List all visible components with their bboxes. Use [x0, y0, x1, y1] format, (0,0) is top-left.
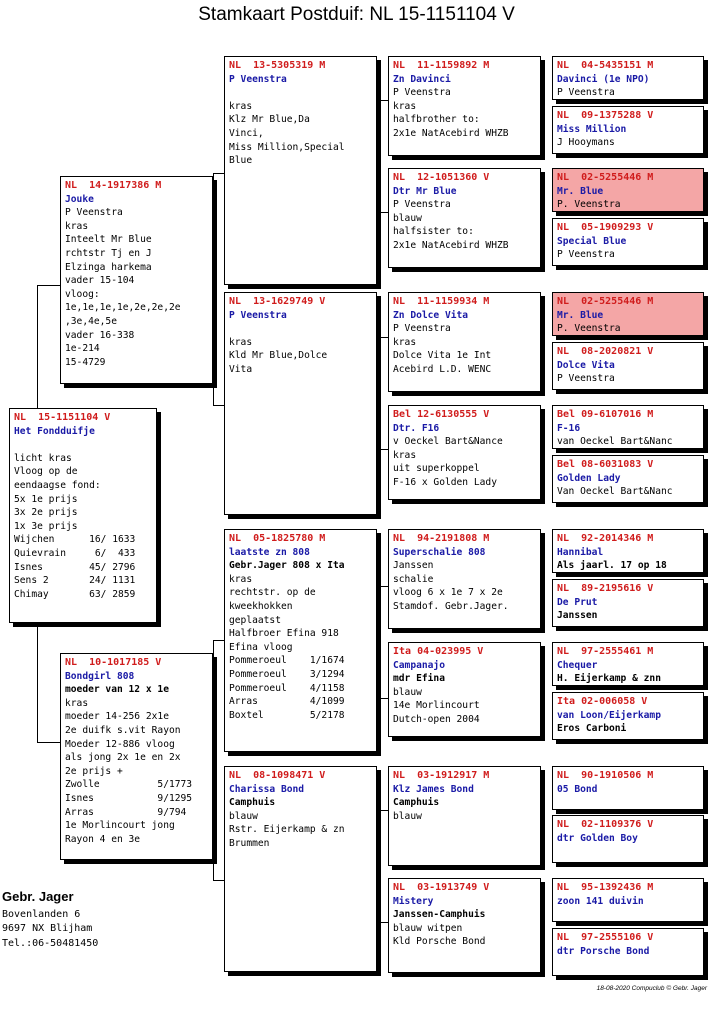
ring-number: Bel 12-6130555 V — [393, 409, 490, 420]
info-line: 14e Morlincourt — [393, 700, 480, 712]
ring-number: NL 14-1917386 M — [65, 180, 162, 191]
info-line: Janssen — [557, 610, 598, 622]
pigeon-card-mf[interactable] — [224, 529, 377, 752]
info-line: Halfbroer Efina 918 — [229, 628, 339, 640]
ring-number: NL 02-5255446 M — [557, 172, 654, 183]
info-line: Moeder 12-886 vloog — [65, 738, 175, 750]
info-line: Kld Porsche Bond — [393, 936, 486, 948]
pigeon-card-g10[interactable] — [552, 579, 704, 627]
pigeon-name: Dtr Mr Blue — [393, 185, 457, 197]
pigeon-card-g12[interactable] — [552, 692, 704, 740]
connector — [379, 337, 380, 449]
info-line: Janssen-Camphuis — [393, 909, 486, 921]
info-line: v Oeckel Bart&Nance — [393, 436, 503, 448]
info-line: kras — [65, 220, 89, 232]
info-line: Acebird L.D. WENC — [393, 363, 492, 375]
info-line: 15-4729 — [65, 356, 106, 368]
ring-number: Bel 08-6031083 V — [557, 459, 654, 470]
info-line: Als jaarl. 17 op 18 — [557, 560, 667, 572]
page-title: Stamkaart Postduif: NL 15-1151104 V — [198, 4, 515, 25]
pigeon-name: Jouke — [65, 193, 94, 205]
info-line: van Oeckel Bart&Nanc — [557, 436, 673, 448]
pigeon-name: Campanajo — [393, 659, 445, 671]
info-line: kras — [393, 449, 417, 461]
info-line: Rstr. Eijerkamp & zn — [229, 824, 345, 836]
info-line: blauw witpen — [393, 922, 463, 934]
connector — [37, 285, 38, 410]
info-line: rchtstr Tj en J — [65, 247, 152, 259]
pigeon-card-g1[interactable] — [552, 56, 704, 100]
pigeon-name: Chequer — [557, 659, 598, 671]
connector — [379, 100, 380, 212]
info-line: Wijchen 16/ 1633 — [14, 534, 136, 546]
pigeon-card-fff[interactable] — [388, 56, 541, 156]
info-line: 1e-214 — [65, 343, 100, 355]
footer-credit: 18-08-2020 Compuclub © Gebr. Jager — [596, 985, 707, 992]
ring-number: NL 05-1825780 M — [229, 533, 326, 544]
pigeon-name: Klz James Bond — [393, 783, 474, 795]
info-line: P Veenstra — [393, 323, 451, 335]
info-line: Vita — [229, 363, 253, 375]
ring-number: NL 95-1392436 M — [557, 882, 654, 893]
info-line: P Veenstra — [557, 373, 615, 385]
info-line: Elzinga harkema — [65, 261, 152, 273]
pigeon-card-g7[interactable] — [552, 405, 704, 449]
info-line: P Veenstra — [393, 87, 451, 99]
info-line: F-16 x Golden Lady — [393, 476, 497, 488]
info-line: Boxtel 5/2178 — [229, 709, 345, 721]
pigeon-card-mmm[interactable] — [388, 878, 541, 973]
info-line: Arras 4/1099 — [229, 696, 345, 708]
info-line: P Veenstra — [557, 87, 615, 99]
ring-number: NL 92-2014346 M — [557, 533, 654, 544]
pigeon-card-g6[interactable] — [552, 342, 704, 390]
pigeon-card-g15[interactable] — [552, 878, 704, 922]
info-line: Pommeroeul 1/1674 — [229, 655, 345, 667]
owner-address: Bovenlanden 6 — [2, 908, 81, 920]
pigeon-name: dtr Golden Boy — [557, 832, 638, 844]
pigeon-name: P Veenstra — [229, 309, 287, 321]
pigeon-card-mother[interactable] — [60, 653, 213, 860]
info-line: Rayon 4 en 3e — [65, 833, 141, 845]
ring-number: NL 12-1051360 V — [393, 172, 490, 183]
info-line: 2e prijs + — [65, 765, 123, 777]
info-line: vader 16-338 — [65, 329, 135, 341]
pigeon-name: van Loon/Eijerkamp — [557, 709, 661, 721]
info-line: blauw — [393, 212, 422, 224]
ring-number: Ita 02-006058 V — [557, 696, 648, 707]
info-line: eendaagse fond: — [14, 479, 101, 491]
info-line: kweekhokken — [229, 600, 293, 612]
info-line: Dolce Vita 1e Int — [393, 350, 492, 362]
info-line: 3x 2e prijs — [14, 507, 78, 519]
ring-number: NL 11-1159892 M — [393, 60, 490, 71]
info-line: blauw — [229, 810, 258, 822]
info-line: kras — [393, 336, 417, 348]
info-line: J Hooymans — [557, 137, 615, 149]
info-line: Eros Carboni — [557, 723, 627, 735]
connector — [213, 640, 214, 880]
pigeon-name: Davinci (1e NPO) — [557, 73, 650, 85]
info-line: geplaatst — [229, 614, 281, 626]
info-line: vloog: — [65, 288, 100, 300]
owner-city: 9697 NX Blijham — [2, 923, 93, 934]
ring-number: NL 90-1910506 M — [557, 770, 654, 781]
ring-number: NL 10-1017185 V — [65, 657, 162, 668]
ring-number: Ita 04-023995 V — [393, 646, 484, 657]
pigeon-name: Het Fondduifje — [14, 425, 95, 437]
pigeon-card-fm[interactable] — [224, 292, 377, 515]
pigeon-name: Golden Lady — [557, 472, 621, 484]
ring-number: NL 11-1159934 M — [393, 296, 490, 307]
info-line — [14, 438, 152, 452]
pigeon-card-mfm[interactable] — [388, 642, 541, 737]
info-line: Gebr.Jager 808 x Ita — [229, 560, 345, 572]
ring-number: NL 04-5435151 M — [557, 60, 654, 71]
info-line: 1x 3e prijs — [14, 520, 78, 532]
info-line: Pommeroeul 4/1158 — [229, 682, 345, 694]
pigeon-name: Mr. Blue — [557, 309, 604, 321]
ring-number: NL 02-1109376 V — [557, 819, 654, 830]
pigeon-name: De Prut — [557, 596, 598, 608]
owner-name: Gebr. Jager — [2, 889, 74, 904]
info-line: Miss Million,Special — [229, 141, 345, 153]
info-line: Van Oeckel Bart&Nanc — [557, 486, 673, 498]
pigeon-card-mm[interactable] — [224, 766, 377, 972]
info-line: vloog 6 x 1e 7 x 2e — [393, 587, 503, 599]
info-line: Klz Mr Blue,Da — [229, 114, 310, 126]
ring-number: NL 13-5305319 M — [229, 60, 326, 71]
ring-number: NL 15-1151104 V — [14, 412, 111, 423]
info-line: blauw — [393, 686, 422, 698]
info-line: schalie — [393, 573, 434, 585]
pigeon-card-mmf[interactable] — [388, 766, 541, 866]
info-line: Pommeroeul 3/1294 — [229, 668, 345, 680]
pigeon-card-mff[interactable] — [388, 529, 541, 629]
pigeon-card-g3[interactable] — [552, 168, 704, 212]
connector — [37, 742, 61, 743]
pigeon-name: Bondgirl 808 — [65, 670, 135, 682]
info-line: Arras 9/794 — [65, 806, 187, 818]
pigeon-card-g5[interactable] — [552, 292, 704, 336]
info-line: P Veenstra — [393, 199, 451, 211]
info-line — [229, 322, 372, 336]
ring-number: NL 08-1098471 V — [229, 770, 326, 781]
connector — [379, 586, 380, 698]
info-line: Sens 2 24/ 1131 — [14, 575, 136, 587]
info-line: mdr Efina — [393, 673, 445, 685]
ring-number: NL 03-1913749 V — [393, 882, 490, 893]
info-line: rechtstr. op de — [229, 587, 316, 599]
pigeon-card-ff[interactable] — [224, 56, 377, 285]
pigeon-name: Charissa Bond — [229, 783, 305, 795]
pigeon-name: zoon 141 duivin — [557, 895, 644, 907]
info-line: Quievrain 6/ 433 — [14, 547, 136, 559]
info-line: 5x 1e prijs — [14, 493, 78, 505]
info-line: ,3e,4e,5e — [65, 315, 117, 327]
pigeon-name: Superschalie 808 — [393, 546, 486, 558]
info-line: P. Veenstra — [557, 323, 621, 335]
info-line: Kld Mr Blue,Dolce — [229, 350, 328, 362]
info-line: licht kras — [14, 452, 72, 464]
pigeon-card-g2[interactable] — [552, 106, 704, 154]
info-line: blauw — [393, 810, 422, 822]
info-line: Inteelt Mr Blue — [65, 234, 152, 246]
ring-number: NL 97-2555106 V — [557, 932, 654, 943]
info-line: moeder van 12 x 1e — [65, 684, 169, 696]
pigeon-name: Zn Davinci — [393, 73, 451, 85]
info-line: Camphuis — [393, 797, 440, 809]
info-line: vader 15-104 — [65, 275, 135, 287]
ring-number: NL 02-5255446 M — [557, 296, 654, 307]
info-line: 1e Morlincourt jong — [65, 820, 175, 832]
pigeon-card-g9[interactable] — [552, 529, 704, 573]
pigeon-name: 05 Bond — [557, 783, 598, 795]
info-line: 2x1e NatAcebird WHZB — [393, 127, 509, 139]
info-line: kras — [229, 573, 253, 585]
pigeon-card-ffm[interactable] — [388, 168, 541, 268]
info-line: Dutch-open 2004 — [393, 713, 480, 725]
owner-phone: Tel.:06-50481450 — [2, 937, 99, 949]
owner-info — [2, 890, 98, 951]
info-line: kras — [65, 697, 89, 709]
info-line: kras — [229, 100, 253, 112]
info-line: H. Eijerkamp & znn — [557, 673, 661, 685]
pigeon-name: Miss Million — [557, 123, 627, 135]
info-line: Chimay 63/ 2859 — [14, 588, 136, 600]
info-line: Janssen — [393, 560, 434, 572]
pigeon-card-father[interactable] — [60, 176, 213, 384]
info-line: Camphuis — [229, 797, 276, 809]
info-line: halfbrother to: — [393, 114, 480, 126]
info-line: Stamdof. Gebr.Jager. — [393, 600, 509, 612]
pigeon-name: dtr Porsche Bond — [557, 945, 650, 957]
connector — [37, 285, 61, 286]
ring-number: NL 94-2191808 M — [393, 533, 490, 544]
info-line: Vinci, — [229, 127, 264, 139]
info-line: Efina vloog — [229, 641, 293, 653]
ring-number: Bel 09-6107016 M — [557, 409, 654, 420]
pigeon-name: Zn Dolce Vita — [393, 309, 469, 321]
pigeon-name: Dolce Vita — [557, 359, 615, 371]
pigeon-card-g4[interactable] — [552, 218, 704, 266]
pigeon-name: Special Blue — [557, 235, 627, 247]
info-line: moeder 14-256 2x1e — [65, 711, 169, 723]
info-line: als jong 2x 1e en 2x — [65, 752, 181, 764]
pigeon-name: Mistery — [393, 895, 434, 907]
ring-number: NL 03-1912917 M — [393, 770, 490, 781]
pigeon-card-fmm[interactable] — [388, 405, 541, 500]
pigeon-card-fmf[interactable] — [388, 292, 541, 392]
info-line: uit superkoppel — [393, 463, 480, 475]
ring-number: NL 09-1375288 V — [557, 110, 654, 121]
pigeon-name: P Veenstra — [229, 73, 287, 85]
connector — [379, 810, 380, 922]
pigeon-card-g13[interactable] — [552, 766, 704, 810]
pigeon-name: Hannibal — [557, 546, 604, 558]
ring-number: NL 08-2020821 V — [557, 346, 654, 357]
info-line: 1e,1e,1e,1e,2e,2e,2e — [65, 302, 181, 314]
pigeon-name: Mr. Blue — [557, 185, 604, 197]
pigeon-card-g16[interactable] — [552, 928, 704, 976]
info-line: Blue — [229, 155, 253, 167]
info-line: Vloog op de — [14, 466, 78, 478]
ring-number: NL 05-1909293 V — [557, 222, 654, 233]
info-line: kras — [229, 336, 253, 348]
ring-number: NL 89-2195616 V — [557, 583, 654, 594]
info-line: halfsister to: — [393, 226, 474, 238]
pigeon-name: F-16 — [557, 422, 581, 434]
pigeon-card-main[interactable] — [9, 408, 157, 623]
info-line: P Veenstra — [557, 249, 615, 261]
info-line: 2e duifk s.vit Rayon — [65, 724, 181, 736]
pigeon-card-g8[interactable] — [552, 455, 704, 503]
info-line — [229, 86, 372, 100]
ring-number: NL 13-1629749 V — [229, 296, 326, 307]
info-line: 2x1e NatAcebird WHZB — [393, 239, 509, 251]
info-line: Brummen — [229, 837, 270, 849]
pigeon-card-g14[interactable] — [552, 815, 704, 863]
pigeon-name: laatste zn 808 — [229, 546, 310, 558]
info-line: P Veenstra — [65, 207, 123, 219]
ring-number: NL 97-2555461 M — [557, 646, 654, 657]
connector — [213, 173, 214, 405]
info-line: P. Veenstra — [557, 199, 621, 211]
info-line: Isnes 9/1295 — [65, 792, 193, 804]
info-line: Isnes 45/ 2796 — [14, 561, 136, 573]
info-line: kras — [393, 100, 417, 112]
pigeon-name: Dtr. F16 — [393, 422, 440, 434]
info-line: Zwolle 5/1773 — [65, 779, 193, 791]
pigeon-card-g11[interactable] — [552, 642, 704, 686]
connector — [37, 624, 38, 742]
